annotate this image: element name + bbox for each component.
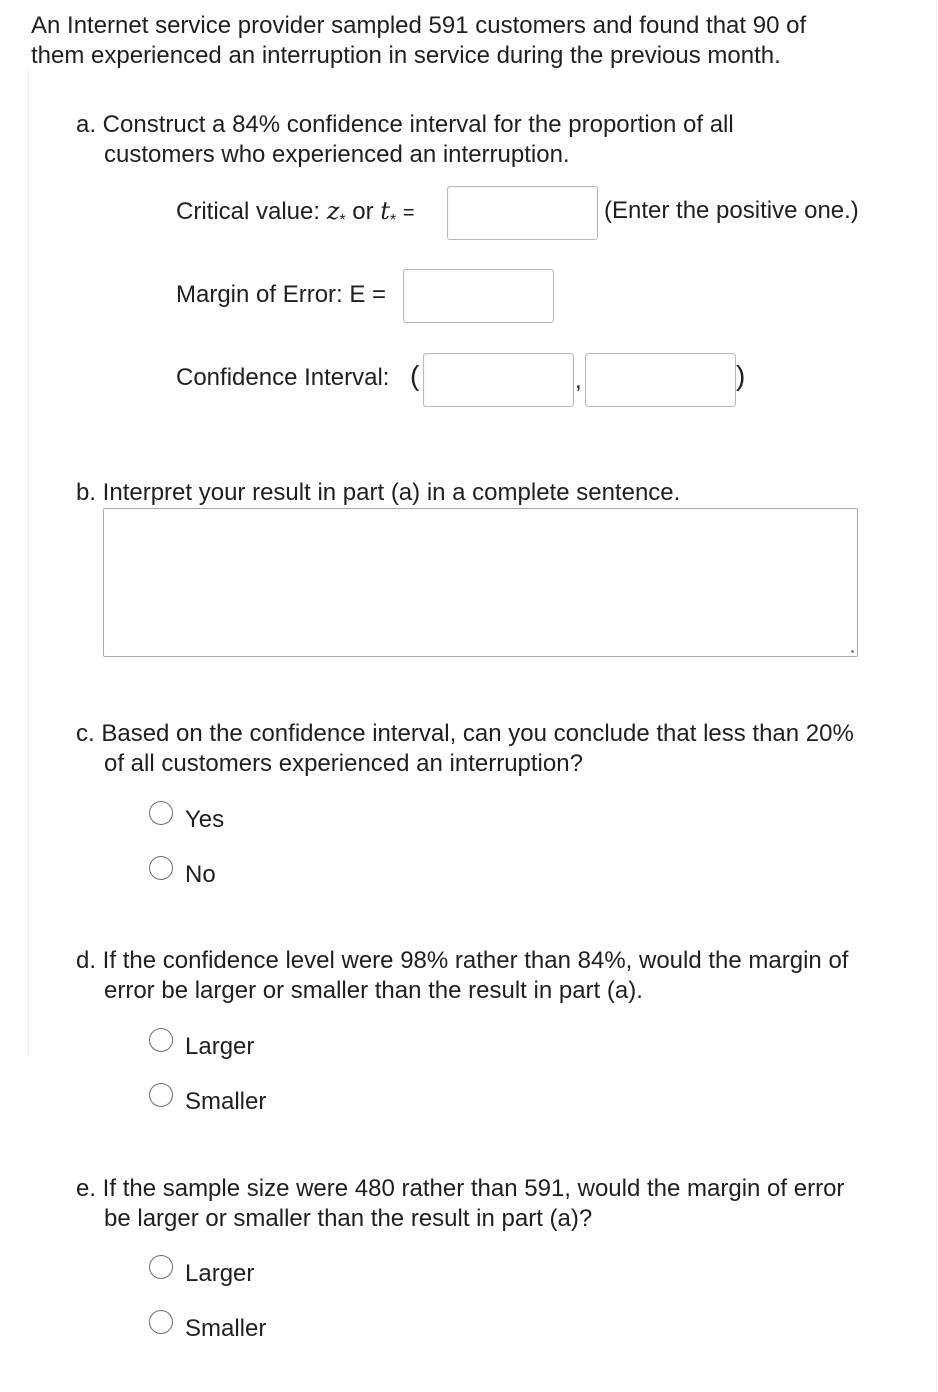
critical-value-note: (Enter the positive one.): [604, 197, 859, 224]
part-c-prompt-line-1: c. Based on the confidence interval, can you conclude that less than 20%: [76, 720, 854, 747]
option-d-smaller-label: Smaller: [185, 1088, 267, 1115]
part-a-prompt-line-1: a. Construct a 84% confidence interval for the proportion of all: [76, 111, 734, 138]
part-e-prompt-line-1: e. If the sample size were 480 rather than 591, would the margin of error: [76, 1175, 845, 1202]
option-no-label: No: [185, 861, 216, 888]
interpretation-textarea[interactable]: [103, 508, 858, 657]
ci-open-paren: (: [410, 360, 420, 391]
resize-handle-icon[interactable]: [851, 650, 854, 653]
option-e-smaller-label: Smaller: [185, 1315, 267, 1342]
t-star: *: [389, 211, 397, 229]
intro-line-1: An Internet service provider sampled 591 customers and found that 90 of: [31, 12, 807, 39]
margin-of-error-label: Margin of Error: E =: [176, 281, 387, 308]
ci-close-paren: ): [736, 360, 746, 391]
ci-comma: ,: [575, 367, 582, 394]
ci-lower-input[interactable]: [423, 353, 574, 407]
equals-sign: =: [402, 202, 415, 224]
radio-e-larger[interactable]: [149, 1255, 173, 1279]
part-c-prompt-line-2: of all customers experienced an interruption?: [104, 750, 583, 777]
confidence-interval-label: Confidence Interval:: [176, 364, 390, 391]
z-star: *: [339, 211, 346, 229]
part-b-prompt: b. Interpret your result in part (a) in a complete sentence.: [76, 479, 681, 506]
t-symbol: t: [380, 197, 390, 225]
radio-d-smaller[interactable]: [149, 1083, 173, 1107]
critical-value-label-group: [176, 196, 415, 236]
part-d-prompt-line-1: d. If the confidence level were 98% rather than 84%, would the margin of: [76, 947, 849, 974]
left-border-line: [28, 70, 29, 1055]
part-a-prompt-line-2: customers who experienced an interruption.: [104, 141, 570, 168]
critical-value-input[interactable]: [447, 186, 598, 240]
option-e-larger-label: Larger: [185, 1260, 255, 1287]
critical-value-label: Critical value:: [176, 198, 321, 225]
radio-yes[interactable]: [149, 801, 173, 825]
radio-d-larger[interactable]: [149, 1028, 173, 1052]
option-d-larger-label: Larger: [185, 1033, 255, 1060]
ci-upper-input[interactable]: [585, 353, 736, 407]
intro-line-2: them experienced an interruption in service during the previous month.: [31, 42, 781, 69]
z-symbol: z: [326, 197, 340, 225]
part-e-prompt-line-2: be larger or smaller than the result in part (a)?: [104, 1205, 593, 1232]
or-text: or: [352, 198, 374, 225]
option-yes-label: Yes: [185, 806, 225, 833]
part-d-prompt-line-2: error be larger or smaller than the result in part (a).: [104, 977, 643, 1004]
radio-no[interactable]: [149, 856, 173, 880]
radio-e-smaller[interactable]: [149, 1310, 173, 1334]
right-border-line: [936, 0, 937, 1392]
margin-of-error-input[interactable]: [403, 269, 554, 323]
